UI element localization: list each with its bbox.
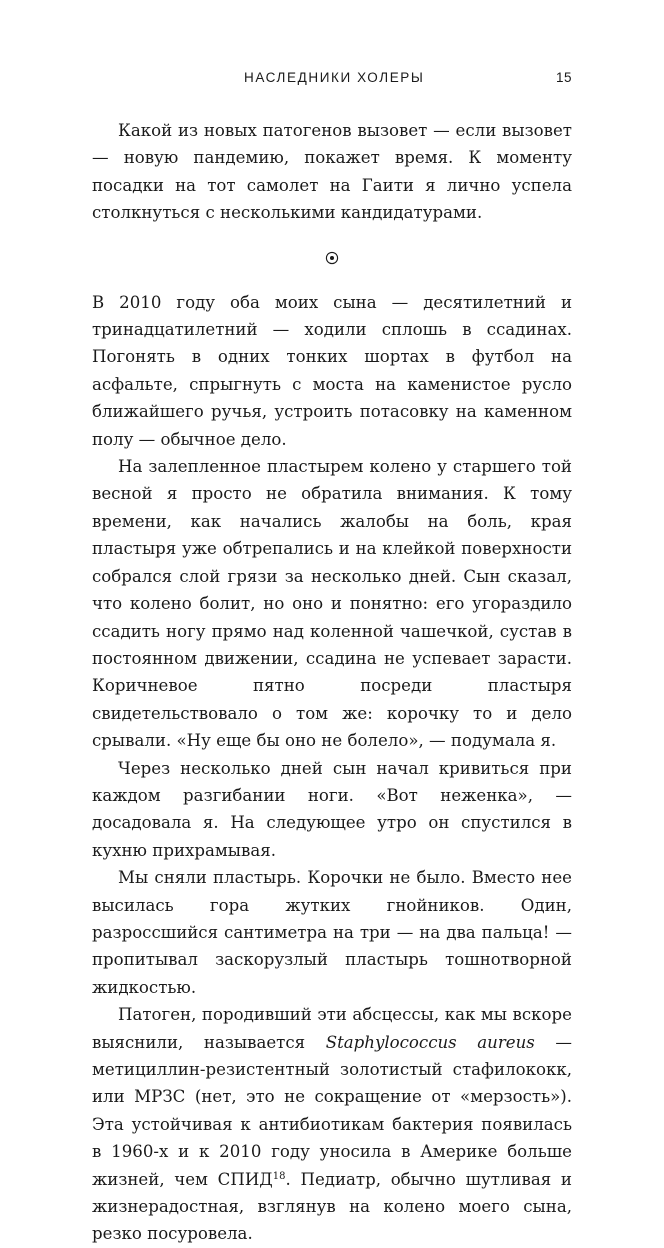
text-run: Патоген, породивший эти абсцессы, как мы вскоре выяснили, называется — [92, 1005, 572, 1052]
running-head — [92, 70, 572, 90]
circled-dot-icon — [325, 251, 339, 265]
section-divider — [92, 227, 572, 289]
paragraph: На залепленное пластырем колено у старшего той весной я просто не обратила внимания. К тому времени, как начались жалобы на боль, края пластыря уже обтрепались и на клейкой поверхности собрался слой грязи за несколько дней. Сын сказал, что колено болит, но оно и понятно: его угораздило ссадить ногу прямо над коленной чашечкой, сустав в постоянном движении, ссадина не успевает зарасти. Коричневое пятно посреди пластыря свидетельствовало о том же: корочку то и дело срывали. «Ну еще бы оно не болело», — подумала я. — [92, 457, 572, 751]
paragraph: Через несколько дней сын начал кривиться при каждом разгибании ноги. «Вот неженка», — досадовала я. На следующее утро он спустился в кухню прихрамывая. — [92, 758, 572, 860]
page-number: 15 — [555, 70, 572, 85]
body-text — [92, 117, 572, 1248]
text-run: . Педиатр, обычно шутливая и жизнерадостная, взглянув на колено моего сына, резко посуровела. — [92, 1169, 572, 1244]
text-run: — метициллин-резистентный золотистый стафилококк, или МРЗС (нет, это не сокращение от «мерзость»). Эта устойчивая к антибиотикам бактерия появилась в 1960-х и к 2010 году уносила в Америке больше жизней, чем СПИД — [92, 1032, 572, 1189]
paragraph: В 2010 году оба моих сына — десятилетний и тринадцатилетний — ходили сплошь в ссадинах. Погонять в одних тонких шортах в футбол на асфальте, спрыгнуть с моста на каменистое русло ближайшего ручья, устроить потасовку на каменном полу — обычное дело. — [92, 292, 572, 449]
running-title: НАСЛЕДНИКИ ХОЛЕРЫ — [244, 70, 425, 85]
paragraph: Какой из новых патогенов вызовет — если вызовет — новую пандемию, покажет время. К моменту посадки на тот самолет на Гаити я лично успела столкнуться с несколькими кандидатурами. — [92, 121, 572, 223]
paragraph — [92, 1001, 572, 1248]
paragraph: Мы сняли пластырь. Корочки не было. Вместо нее высилась гора жутких гнойников. Один, разроссшийся сантиметра на три — на два пальца! — пропитывал заскорузлый пластырь тошнотворной жидкостью. — [92, 868, 572, 997]
footnote-marker[interactable]: 18 — [272, 1170, 286, 1182]
species-name: Staphylococcus aureus — [325, 1032, 535, 1052]
